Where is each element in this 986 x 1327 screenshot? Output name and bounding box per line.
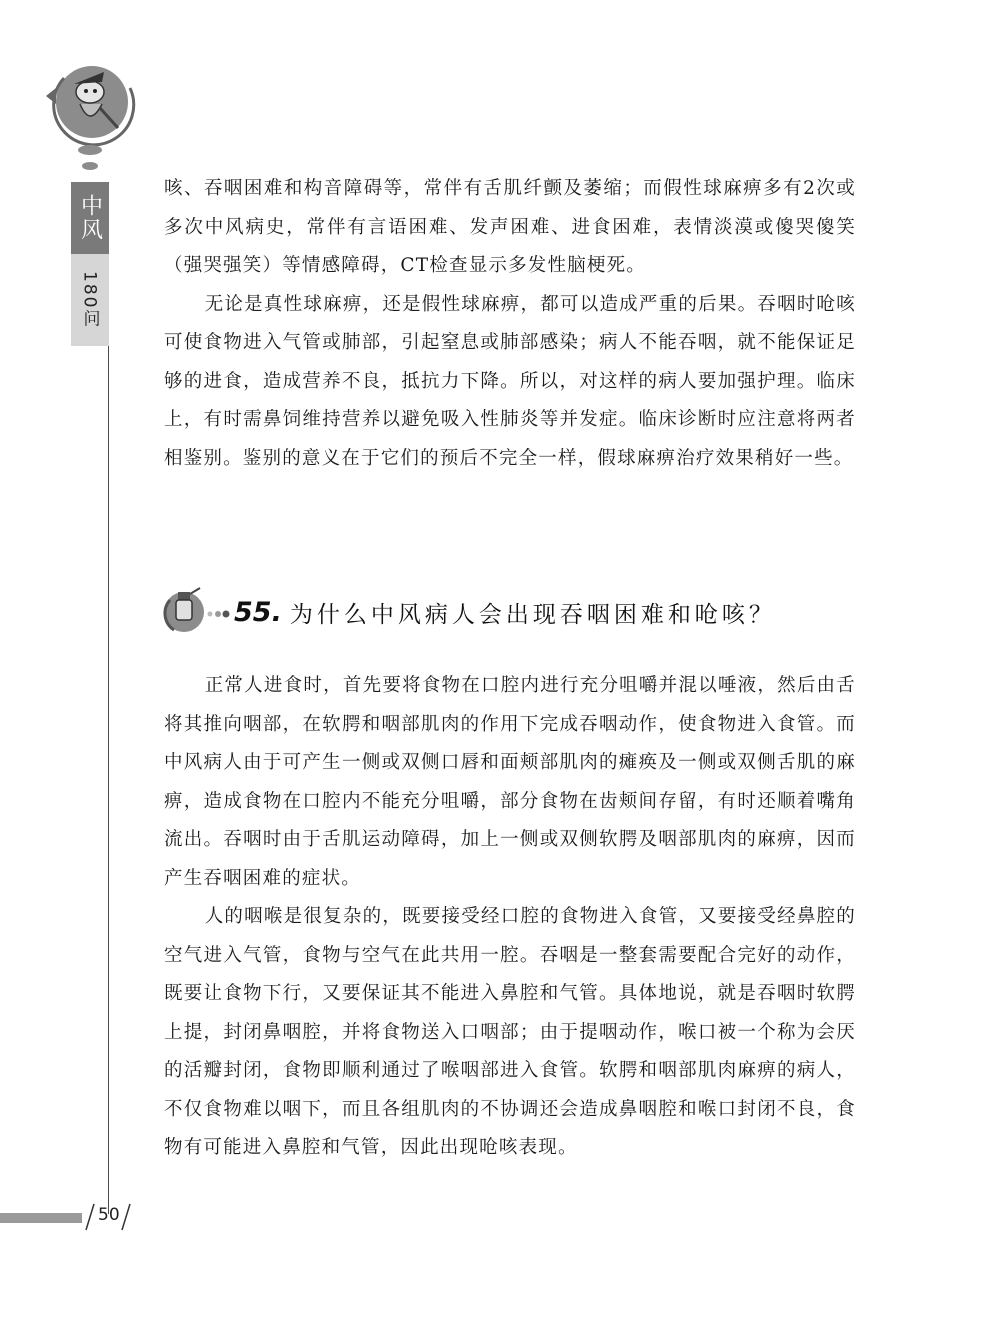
chapter-tab-subtitle: 180问 — [79, 271, 100, 329]
section-heading — [162, 586, 882, 638]
body-text-block-1 — [164, 170, 856, 478]
footer-bar — [0, 1213, 82, 1223]
paragraph: 人的咽喉是很复杂的，既要接受经口腔的食物进入食管，又要接受经鼻腔的空气进入气管，食物与空气在此共用一腔。吞咽是一整套需要配合完好的动作，既要让食物下行，又要保证其不能进入鼻腔和气管。具体地说，就是吞咽时软腭上提，封闭鼻咽腔，并将食物送入口咽部；由于提咽动作，喉口被一个称为会厌的活瓣封闭，食物即顺利通过了喉咽部进入食管。软腭和咽部肌肉麻痹的病人，不仅食物难以咽下，而且各组肌肉的不协调还会造成鼻咽腔和喉口封闭不良，食物有可能进入鼻腔和气管，因此出现呛咳表现。 — [164, 906, 856, 1158]
chapter-side-tab — [71, 182, 109, 346]
paragraph: 无论是真性球麻痹，还是假性球麻痹，都可以造成严重的后果。吞咽时呛咳可使食物进入气管或肺部，引起窒息或肺部感染；病人不能吞咽，就不能保证足够的进食，造成营养不良，抵抗力下降。所以，对这样的病人要加强护理。临床上，有时需鼻饲维持营养以避免吸入性肺炎等并发症。临床诊断时应注意将两者相鉴别。鉴别的意义在于它们的预后不完全一样，假球麻痹治疗效果稍好一些。 — [164, 293, 856, 469]
paragraph: 咳、吞咽困难和构音障碍等，常伴有舌肌纤颤及萎缩；而假性球麻痹多有2次或多次中风病史，常伴有言语困难、发声困难、进食困难，表情淡漠或傻哭傻笑（强哭强笑）等情感障碍，CT检查显示多发性脑梗死。 — [164, 178, 856, 276]
chapter-tab-top — [71, 182, 109, 254]
body-text-block-2 — [164, 667, 856, 1168]
section-number: 55. — [234, 596, 282, 628]
page-number: 50 — [98, 1205, 120, 1225]
chapter-tab-subtitle-box — [71, 254, 109, 346]
bottle-icon — [162, 586, 230, 638]
paragraph: 正常人进食时，首先要将食物在口腔内进行充分咀嚼并混以唾液，然后由舌将其推向咽部，在软腭和咽部肌肉的作用下完成吞咽动作，使食物进入食管。而中风病人由于可产生一侧或双侧口唇和面颊部肌肉的瘫痪及一侧或双侧舌肌的麻痹，造成食物在口腔内不能充分咀嚼，部分食物在齿颊间存留，有时还顺着嘴角流出。吞咽时由于舌肌运动障碍，加上一侧或双侧软腭及咽部肌肉的麻痹，因而产生吞咽困难的症状。 — [164, 675, 856, 889]
section-title: 为什么中风病人会出现吞咽困难和呛咳？ — [289, 601, 776, 628]
side-rule-line — [108, 346, 109, 1214]
mascot-illustration — [44, 58, 136, 178]
page-footer — [0, 1200, 160, 1234]
chapter-tab-title: 中风 — [77, 194, 103, 242]
